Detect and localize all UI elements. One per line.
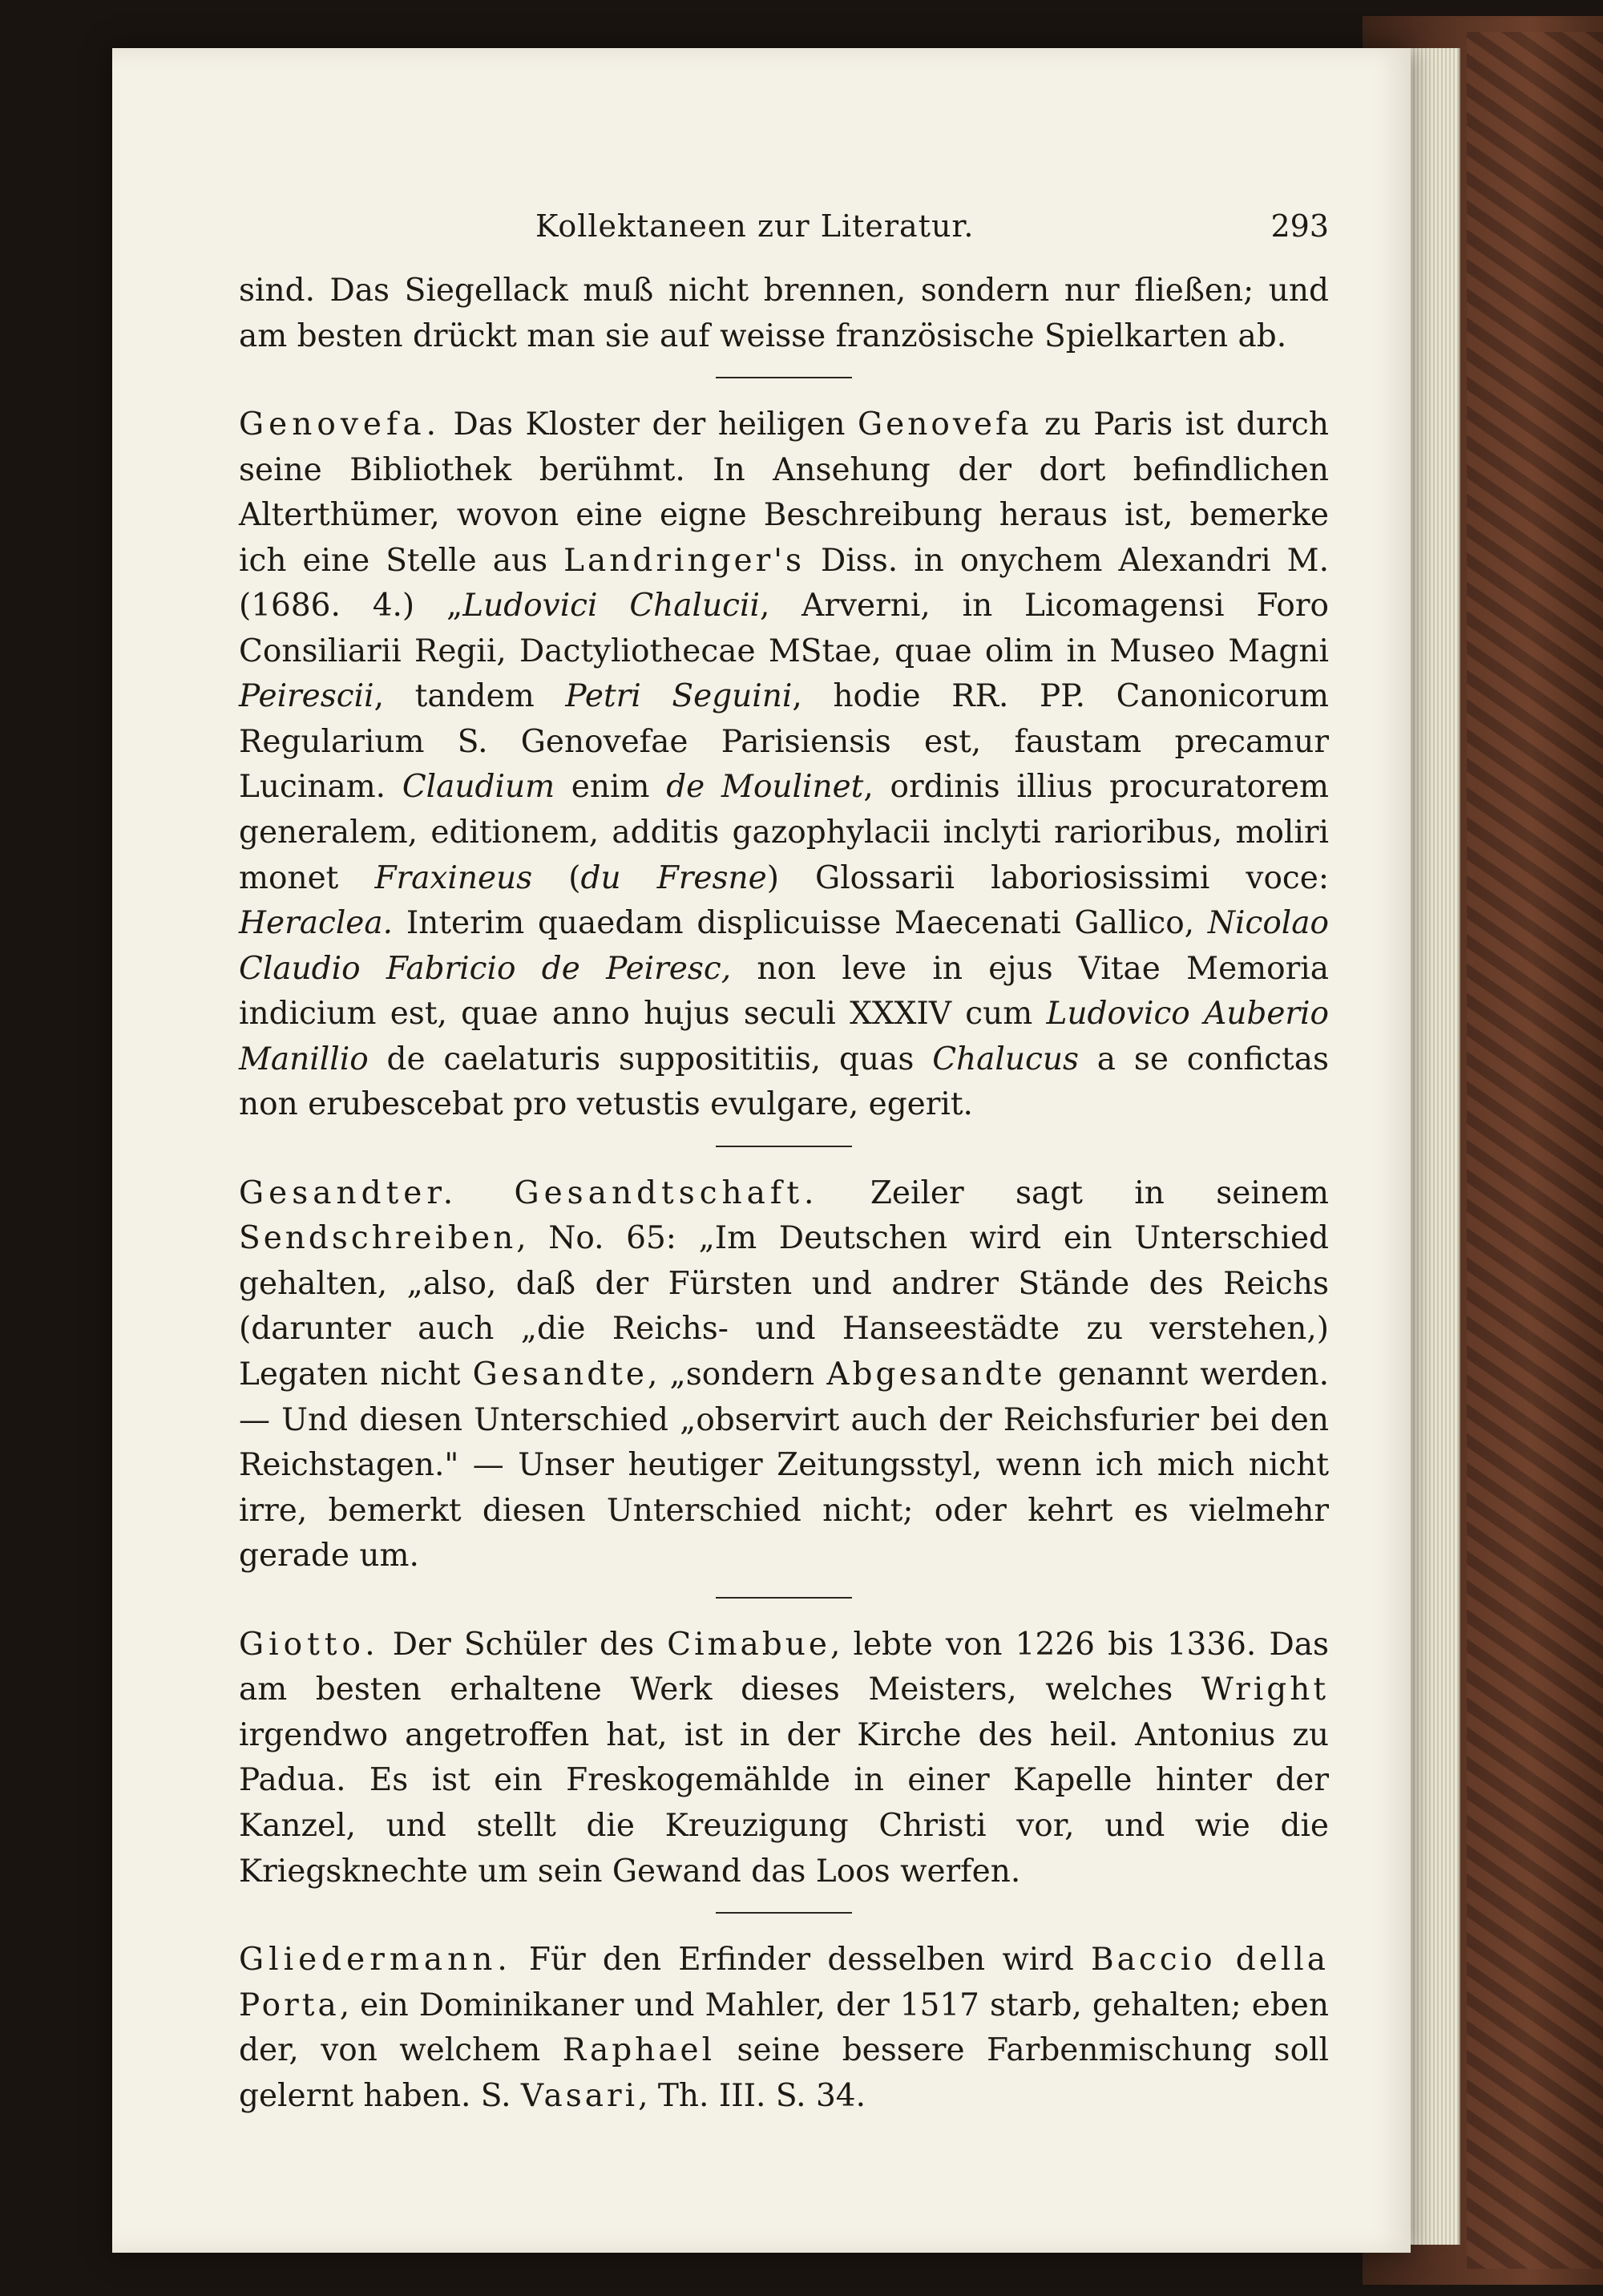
italic-name: Ludovici Chalucii (462, 588, 760, 625)
entry-text: ) Glossarii laboriosissimi voce: (766, 859, 1329, 896)
entry-text: enim (555, 769, 667, 806)
page-number: 293 (1270, 208, 1329, 244)
entry-text: seine bessere Farbenmischung soll gelernt haben. S. (239, 2032, 1329, 2114)
entry-text: , No. 65: „Im Deutschen wird ein Unterschied gehalten, „also, daß der Fürsten und andrer Stände des Reichs (darunter auch „die Reichs- und Hanseestädte zu verstehen,) Legaten nicht (239, 1220, 1329, 1393)
entry-headword: Giotto. (239, 1626, 380, 1663)
italic-name: Peirescii (239, 678, 374, 715)
spaced-term: Gesandte (472, 1356, 648, 1393)
italic-name: Petri Seguini (565, 678, 793, 715)
book-page (112, 48, 1411, 2253)
spaced-name: Vasari (520, 2077, 639, 2114)
entry-text: Diss. in onychem Alexandri M. (1686. 4.) „ (239, 542, 1329, 625)
entry-text: , „sondern (647, 1356, 827, 1393)
entry-genovefa (239, 402, 1329, 1128)
running-title: Kollektaneen zur Literatur. (535, 208, 975, 244)
spaced-term: Sendschreiben (239, 1220, 517, 1257)
entry-text: sind. Das Siegellack muß nicht brennen, sondern nur fließen; und am besten drückt man sie auf weisse französische Spielkarten ab. (239, 273, 1329, 354)
entry-gliedermann (239, 1938, 1329, 2119)
entry-text: genannt werden. — Und diesen Unterschied „observirt auch der Reichsfurier bei den Reichstagen." — Unser heutiger Zeitungsstyl, wenn ich mich nicht irre, bemerkt diesen Unterschied nicht; oder kehrt es vielmehr gerade um. (239, 1356, 1329, 1574)
entry-text: , hodie RR. PP. Canonicorum Regularium S. Genovefae Parisiensis est, faustam precamur Lucinam. (239, 678, 1330, 806)
entry-text: Der Schüler des (379, 1626, 668, 1663)
italic-name: Nicolao Claudio Fabricio de Peiresc, (239, 905, 1329, 987)
entry-headword: Gliedermann. (239, 1942, 512, 1979)
section-divider (716, 377, 852, 378)
entry-text: , Arverni, in Licomagensi Foro Consiliarii Regii, Dactyliothecae MStae, quae olim in Museo Magni (239, 588, 1329, 669)
spaced-name: Wright (1201, 1671, 1329, 1708)
italic-name: Ludovico Auberio Manillio (239, 996, 1329, 1077)
entry-text: irgendwo angetroffen hat, ist in der Kirche des heil. Antonius zu (239, 1716, 1329, 1753)
entry-text: , tandem (373, 678, 566, 715)
entry-text: de caelaturis supposititiis, quas (368, 1041, 933, 1077)
entry-text: , ordinis illius procuratorem generalem, editionem, additis gazophylacii inclyti rarioribus, moliri monet (239, 769, 1329, 896)
entry-text: , lebte von 1226 bis 1336. Das am besten erhaltene Werk dieses Meisters, welches (239, 1626, 1329, 1708)
section-divider (716, 1912, 852, 1914)
spaced-name: Cimabue (667, 1626, 830, 1663)
entry-text: , Th. III. S. 34. (638, 2077, 866, 2114)
section-divider (716, 1597, 852, 1599)
section-divider (716, 1146, 852, 1147)
place-name: Paris (1093, 406, 1173, 443)
entry-text: ( (532, 859, 581, 896)
italic-name: Claudium (402, 769, 555, 806)
entry-headword: Gesandter. Gesandtschaft. (239, 1174, 819, 1211)
entry-text: sagt in seinem (963, 1174, 1329, 1211)
entry-text: non leve in ejus Vitae Memoria indicium est, quae anno hujus seculi XXXIV cum (239, 950, 1329, 1033)
spaced-term: Abgesandte (826, 1356, 1046, 1393)
entry-text: . Es ist ein Freskogemählde in einer Kapelle hinter der Kanzel, und stellt die Kreuzigung Christi vor, und wie die Kriegsknechte um sein Gewand das Loos werfen. (239, 1762, 1329, 1890)
spaced-name: Raphael (562, 2032, 716, 2069)
entry-text: zu (1032, 406, 1094, 443)
entry-text: Das Kloster der heiligen (441, 406, 858, 443)
text-block (239, 204, 1329, 2119)
entry-giotto (239, 1623, 1329, 1894)
italic-name: Fraxineus (374, 859, 533, 896)
entry-gesandter (239, 1171, 1329, 1579)
italic-name: Heraclea. (239, 905, 394, 942)
italic-name: Chalucus (932, 1041, 1079, 1077)
entry-text: Interim quaedam displicuisse Maecenati Gallico, (393, 905, 1208, 942)
entry-text: , ein Dominikaner und Mahler, der 1517 starb, gehalten; eben der, von welchem (239, 1987, 1329, 2069)
place-name: Padua (239, 1762, 337, 1799)
entry-text: a se confictas non erubescebat pro vetustis evulgare, egerit. (239, 1041, 1329, 1123)
spaced-name: Genovefa (858, 406, 1032, 443)
entry-text (818, 1175, 870, 1211)
italic-name: du Fresne (580, 859, 767, 896)
entry-continuation (239, 269, 1329, 359)
spaced-name: Baccio della Porta (239, 1942, 1329, 2023)
entry-headword: Genovefa. (239, 406, 442, 443)
author-name: Zeiler (870, 1174, 964, 1211)
spaced-name: Landringer's (563, 542, 806, 579)
entry-text: Für den Erfinder desselben wird (511, 1942, 1091, 1979)
italic-name: de Moulinet (666, 769, 864, 806)
entry-text: ist durch seine Bibliothek berühmt. In Ansehung der dort befindlichen Alterthümer, wovon eine eigne Beschreibung heraus ist, bemerke ich eine Stelle aus (239, 406, 1329, 579)
page-header (239, 204, 1329, 269)
